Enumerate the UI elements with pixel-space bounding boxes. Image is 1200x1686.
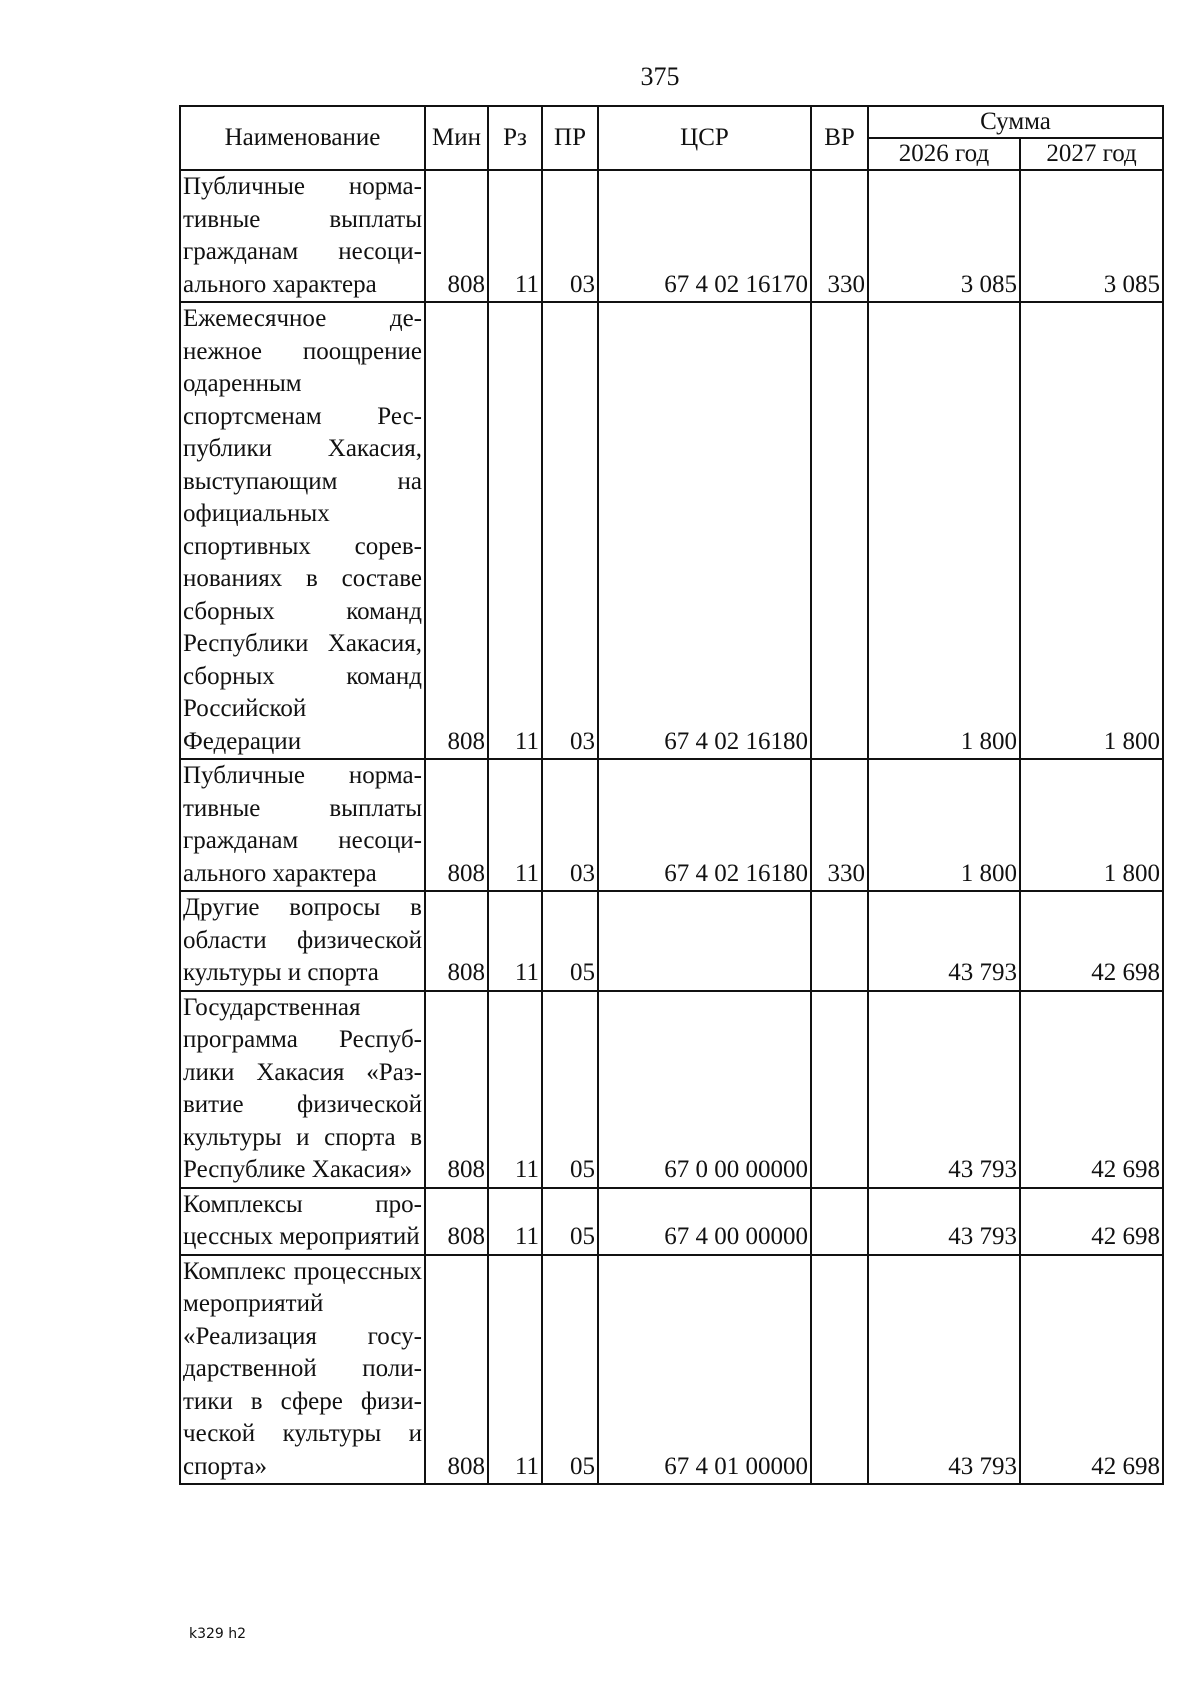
table-row — [180, 759, 1163, 891]
row-rz: 11 — [488, 1255, 542, 1485]
row-min: 808 — [425, 759, 488, 891]
row-vr — [811, 1255, 868, 1485]
header-min: Мин — [425, 106, 488, 170]
row-sum-2027: 42 698 — [1020, 1255, 1163, 1485]
table-row — [180, 170, 1163, 302]
row-sum-2026: 1 800 — [868, 759, 1020, 891]
row-name: Комплексы процессных мероприятий — [180, 1188, 425, 1255]
header-year-2026: 2026 год — [868, 138, 1020, 170]
header-pr: ПР — [542, 106, 598, 170]
row-csr: 67 4 02 16180 — [598, 759, 811, 891]
row-sum-2026: 43 793 — [868, 1255, 1020, 1485]
table-row — [180, 302, 1163, 759]
row-rz: 11 — [488, 891, 542, 991]
row-rz: 11 — [488, 1188, 542, 1255]
row-min: 808 — [425, 1255, 488, 1485]
row-vr: 330 — [811, 170, 868, 302]
row-sum-2026: 43 793 — [868, 1188, 1020, 1255]
row-name: Публичные нормативные выплаты гражданам несоциального характера — [180, 170, 425, 302]
table-row — [180, 891, 1163, 991]
row-csr: 67 4 01 00000 — [598, 1255, 811, 1485]
row-vr — [811, 991, 868, 1188]
row-sum-2026: 43 793 — [868, 891, 1020, 991]
row-sum-2027: 42 698 — [1020, 891, 1163, 991]
header-rz: Рз — [488, 106, 542, 170]
row-pr: 03 — [542, 302, 598, 759]
row-sum-2027: 1 800 — [1020, 302, 1163, 759]
row-min: 808 — [425, 302, 488, 759]
footer-document-code: k329 h2 — [189, 1626, 247, 1642]
row-vr — [811, 1188, 868, 1255]
header-sum: Сумма — [868, 106, 1163, 138]
page-number: 375 — [640, 62, 680, 91]
row-sum-2027: 1 800 — [1020, 759, 1163, 891]
table-header — [180, 106, 1163, 170]
header-name: Наименование — [180, 106, 425, 170]
row-min: 808 — [425, 1188, 488, 1255]
row-min: 808 — [425, 891, 488, 991]
row-rz: 11 — [488, 991, 542, 1188]
row-name: Государственная программа Республики Хакасия «Развитие физической культуры и спорта в Республике Хакасия» — [180, 991, 425, 1188]
table-row — [180, 1255, 1163, 1485]
budget-table — [179, 105, 1164, 1485]
row-csr: 67 4 00 00000 — [598, 1188, 811, 1255]
row-csr — [598, 891, 811, 991]
row-sum-2027: 42 698 — [1020, 1188, 1163, 1255]
header-year-2027: 2027 год — [1020, 138, 1163, 170]
row-rz: 11 — [488, 759, 542, 891]
row-vr — [811, 891, 868, 991]
row-csr: 67 4 02 16170 — [598, 170, 811, 302]
row-sum-2026: 1 800 — [868, 302, 1020, 759]
row-pr: 05 — [542, 1188, 598, 1255]
row-name: Ежемесячное денежное поощрение одаренным спортсменам Республики Хакасия, выступающим на официальных спортивных соревнованиях в составе сборных команд Республики Хакасия, сборных команд Российской Федерации — [180, 302, 425, 759]
row-pr: 05 — [542, 1255, 598, 1485]
table-row — [180, 991, 1163, 1188]
row-sum-2026: 3 085 — [868, 170, 1020, 302]
row-name: Публичные нормативные выплаты гражданам несоциального характера — [180, 759, 425, 891]
row-pr: 05 — [542, 891, 598, 991]
row-rz: 11 — [488, 302, 542, 759]
row-vr: 330 — [811, 759, 868, 891]
row-min: 808 — [425, 991, 488, 1188]
row-name: Комплекс процессных мероприятий «Реализация государственной политики в сфере физической культуры и спорта» — [180, 1255, 425, 1485]
row-rz: 11 — [488, 170, 542, 302]
row-pr: 03 — [542, 170, 598, 302]
table-body — [180, 170, 1163, 1484]
header-vr: ВР — [811, 106, 868, 170]
row-vr — [811, 302, 868, 759]
row-sum-2027: 3 085 — [1020, 170, 1163, 302]
table-row — [180, 1188, 1163, 1255]
row-pr: 05 — [542, 991, 598, 1188]
header-csr: ЦСР — [598, 106, 811, 170]
row-pr: 03 — [542, 759, 598, 891]
row-min: 808 — [425, 170, 488, 302]
row-csr: 67 4 02 16180 — [598, 302, 811, 759]
row-sum-2026: 43 793 — [868, 991, 1020, 1188]
row-sum-2027: 42 698 — [1020, 991, 1163, 1188]
row-csr: 67 0 00 00000 — [598, 991, 811, 1188]
row-name: Другие вопросы в области физической культуры и спорта — [180, 891, 425, 991]
